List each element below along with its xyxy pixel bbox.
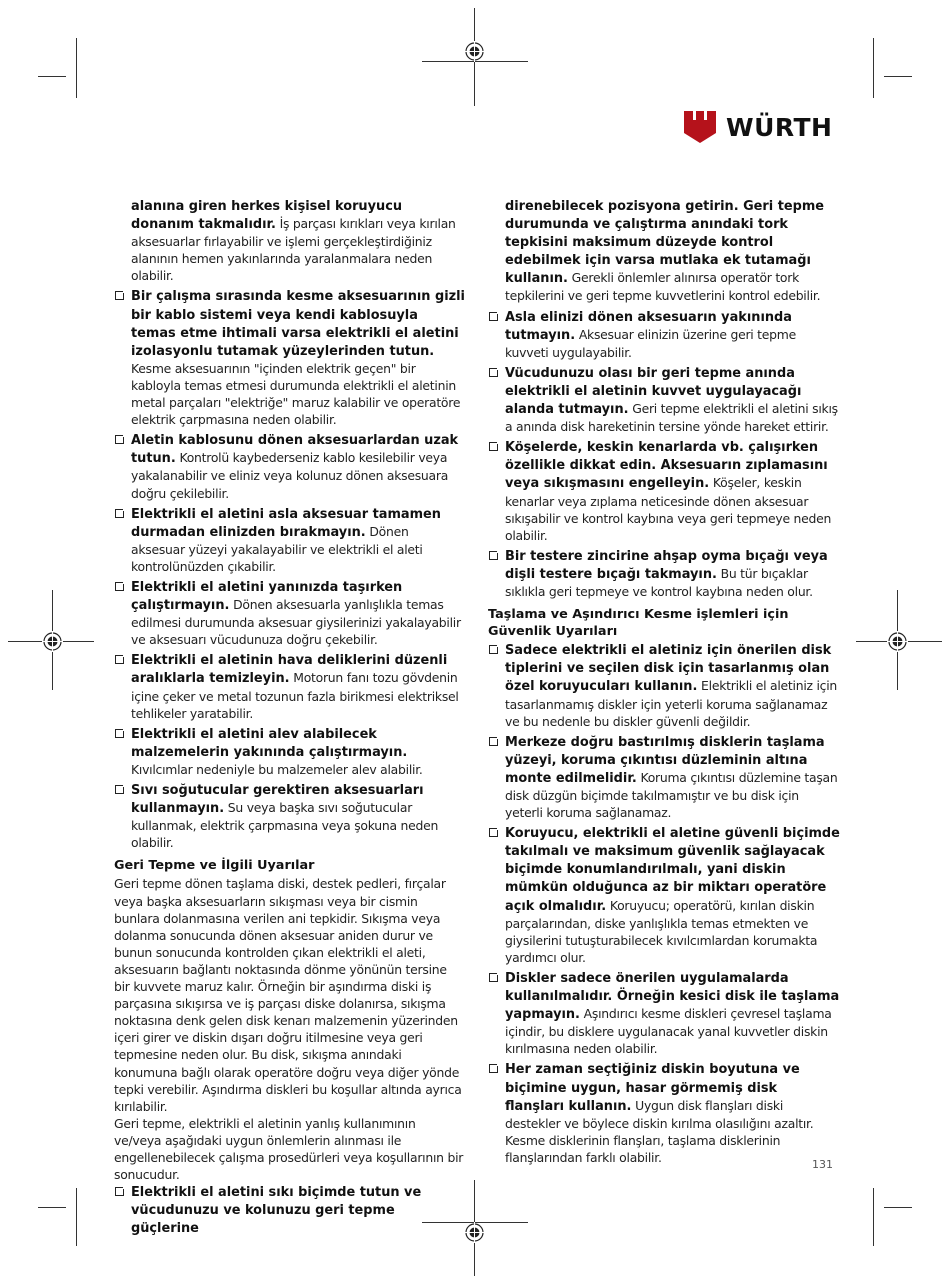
item-bold-text: Vücudunuzu olası bir geri tepme anında elektrikli el aletinin kuvvet uygulayacağı alanda tutmayın. [505,365,802,418]
item-text: Koruma çıkıntısı düzlemine taşan disk düzgün biçimde takılmamıştır ve bu disk için yeterli koruma sağlanamaz. [505,769,838,821]
left-column [114,197,466,1240]
item-bold-text: Elektrikli el aletini asla aksesuar tamamen durmadan elinizden bırakmayın. [131,506,441,540]
list-item [114,1183,466,1237]
list-item [488,364,840,435]
item-bold-text: Diskler sadece önerilen uygulamalarda kullanılmalıdır. Örneğin kesici disk ile taşlama yapmayın. [505,970,840,1023]
checkbox-bullet-icon [489,1064,498,1073]
item-text: Elektrikli el aletiniz için tasarlanmamış diskler için yeterli koruma sağlanamaz ve bu nedenle bu diskler güvenli değildir. [505,678,838,729]
item-bold-text: Sıvı soğutucular gerektiren aksesuarları kullanmayın. [131,783,424,817]
item-bold-text: Her zaman seçtiğiniz diskin boyutuna ve biçimine uygun, hasar görmemiş disk flanşları kullanın. [505,1062,800,1114]
list-item [114,505,466,575]
checkbox-bullet-icon [115,785,124,794]
list-item [488,308,840,361]
checkbox-bullet-icon [115,435,124,444]
checkbox-bullet-icon [489,551,498,560]
page-number: 131 [812,1158,833,1171]
crop-mark [38,1207,66,1208]
item-bold-text: Merkeze doğru bastırılmış disklerin taşlama yüzeyi, koruma çıkıntısı düzleminin altına monte edilmelidir. [505,734,825,786]
crop-mark [873,38,874,98]
list-item [488,969,840,1057]
item-text: Geri tepme elektrikli el aletini sıkış a anında disk hareketinin tersine yönde hareket ettirir. [505,401,838,435]
item-text: İş parçası kırıkları veya kırılan aksesuarlar fırlayabilir ve işlemi gerçekleştirdiğiniz alanının hemen yakınlarında yaralanmalara neden olabilir. [131,216,456,284]
item-bold-text: alanına giren herkes kişisel koruyucu donanım takmalıdır. [131,199,403,233]
item-text: Bu tür bıçaklar sıklıkla geri tepmeye ve kontrol kaybına neden olur. [505,565,813,599]
checkbox-bullet-icon [489,312,498,321]
item-bold-text: Elektrikli el aletini alev alabilecek malzemelerin yakınında çalıştırmayın. [131,726,408,760]
crop-mark [76,38,77,98]
item-bold-text: Aletin kablosunu dönen aksesuarlardan uzak tutun. [131,433,459,467]
checkbox-bullet-icon [115,509,124,518]
checkbox-bullet-icon [115,655,124,664]
brand-name: WÜRTH [726,112,833,142]
list-item [488,824,840,966]
section-heading: Geri Tepme ve İlgili Uyarılar [114,858,315,874]
checkbox-bullet-icon [489,645,498,654]
item-bold-text: Koruyucu, elektrikli el aletine güvenli biçimde takılmalı ve maksimum güvenlik sağlayacak biçimde konumlandırılmalı, yani diskin mümkün olduğunca az bir miktarı operatöre açık olmalıdır. [505,826,840,914]
item-text: Köşeler, keskin kenarlar veya zıplama neticesinde dönen aksesuar sıkışabilir ve kontrol kaybına veya geri tepmeye neden olabilir. [505,475,832,543]
paragraph: Geri tepme, elektrikli el aletinin yanlış kullanımının ve/veya aşağıdaki uygun önlemlerin alınması ile engellenebilecek çalışma prosedürleri veya koşullarının bir sonucudur. [114,1115,464,1183]
list-item [488,641,840,729]
list-item [114,287,466,428]
item-text: Kesme aksesuarının "içinden elektrik geçen" bir kabloyla temas etmesi durumunda elektrikli el aletinin metal parçaları "elektriğe" maruz kalabilir ve operatöre elektrik çarpmasına neden olabilir. [131,360,461,428]
right-column [488,197,840,1169]
checkbox-bullet-icon [115,1187,124,1196]
crop-mark [76,1188,77,1246]
crop-mark [884,76,912,77]
item-text: Su veya başka sıvı soğutucular kullanmak, elektrik çarpmasına veya şokuna neden olabilir. [131,800,439,851]
crop-mark [38,76,66,77]
checkbox-bullet-icon [489,368,498,377]
list-item [114,781,466,851]
item-bold-text: Bir testere zincirine ahşap oyma bıçağı veya dişli testere bıçağı takmayın. [505,548,828,582]
wurth-logo-icon [684,111,716,143]
section-heading: Taşlama ve Aşındırıcı Kesme işlemleri için Güvenlik Uyarıları [488,607,789,640]
item-bold-text: Sadece elektrikli el aletiniz için önerilen disk tiplerini ve seçilen disk için tasarlanmış olan özel koruyucuları kullanın. [505,643,832,695]
list-item [114,578,466,648]
list-item [114,431,466,501]
checkbox-bullet-icon [115,291,124,300]
item-text: Aksesuar elinizin üzerine geri tepme kuvveti uygulayabilir. [505,326,796,360]
list-item-continued [114,197,466,284]
list-item [488,1060,840,1166]
checkbox-bullet-icon [115,729,124,738]
item-text: Kıvılcımlar nedeniyle bu malzemeler alev alabilir. [131,761,423,777]
checkbox-bullet-icon [489,442,498,451]
item-text: Dönen aksesuarla yanlışlıkla temas edilmesi durumunda aksesuar giysilerinizi yakalayabilir ve aksesuarı vücudunuza doğru çekebilir. [131,597,461,648]
item-bold-text: Elektrikli el aletini sıkı biçimde tutun ve vücudunuzu ve kolunuzu geri tepme güçlerine [131,1185,422,1237]
list-item [114,651,466,721]
list-item [488,438,840,544]
item-bold-text: Elektrikli el aletinin hava deliklerini düzenli aralıklarla temizleyin. [131,653,448,687]
checkbox-bullet-icon [115,582,124,591]
list-item [114,725,466,778]
paragraph: Geri tepme dönen taşlama diski, destek pedleri, fırçalar veya başka aksesuarların sıkışması veya bir cismin bunlara dolanmasına verilen ani tepkidir. Sıkışma veya dolanma sonucunda dönen aksesuar aniden durur ve bunun sonucunda kontrolden çıkan elektrikli el aleti, aksesuarın bağlantı noktasında dönme yönünün tersine bir kuvvete maruz kalır. Örneğin bir aşındırma diski iş parçasına sıkışırsa ve iş parçası diske dolanırsa, sıkışma noktasına denk gelen disk kenarı malzemenin yüzerinden içeri girer ve diskin dışarı doğru itilmesine veya geri tepmesine neden olur. Bu disk, sıkışma anındaki konumuna bağlı olarak operatöre doğru veya diğer yönde tepki verebilir. Aşındırma diskleri bu koşullar altında ayrıca kırılabilir. [114,876,462,1114]
item-text: Koruyucu; operatörü, kırılan diskin parçalarından, diske yanlışlıkla temas etmekten ve giysilerini tutuşturabilecek kıvılcımlardan korumakta yardımcı olur. [505,897,818,965]
item-text: Motorun fanı tozu gövdenin içine çeker ve metal tozunun fazla birikmesi elektriksel tehlikeler yaratabilir. [131,670,459,721]
item-text: Aşındırıcı kesme diskleri çevresel taşlama içindir, bu disklere uygulanacak yanal kuvvetler diskin kırılmasına neden olabilir. [505,1006,832,1057]
item-text: Uygun disk flanşları diski destekler ve böylece diskin kırılma olasılığını azaltır. Kesme disklerinin flanşları, taşlama disklerinin flanşlarından farklı olabilir. [505,1097,814,1165]
registration-mark-icon [464,1222,485,1243]
checkbox-bullet-icon [489,973,498,982]
crop-mark [873,1188,874,1246]
list-item-continued [488,197,840,305]
list-item [488,547,840,600]
item-text: Gerekli önlemler alınırsa operatör tork tepkilerini ve geri tepme kuvvetlerini kontrol edebilir. [505,270,821,304]
item-bold-text: Elektrikli el aletini yanınızda taşırken çalıştırmayın. [131,579,403,614]
registration-mark-icon [42,631,63,652]
registration-mark-icon [464,41,485,62]
item-bold-text: Köşelerde, keskin kenarlarda vb. çalışırken özellikle dikkat edin. Aksesuarın zıplamasını veya sıkışmasını engelleyin. [505,440,828,492]
item-bold-text: Bir çalışma sırasında kesme aksesuarının gizli bir kablo sistemi veya kendi kablosuyla temas etme ihtimali varsa elektrikli el aletini izolasyonlu tutamak yüzeylerinden tutun. [131,289,465,359]
checkbox-bullet-icon [489,737,498,746]
crop-mark [884,1207,912,1208]
item-text: Dönen aksesuar yüzeyi yakalayabilir ve elektrikli el aleti kontrolünüzden çıkabilir. [131,523,423,574]
item-text: Kontrolü kaybederseniz kablo kesilebilir veya yakalanabilir ve eliniz veya kolunuz dönen aksesuara doğru çekilebilir. [131,450,449,501]
checkbox-bullet-icon [489,828,498,837]
wurth-logo [684,111,832,143]
registration-mark-icon [887,631,908,652]
item-bold-text: direnebilecek pozisyona getirin. Geri tepme durumunda ve çalıştırma anındaki tork tepkisini maksimum düzeyde kontrol edebilmek için varsa mutlaka ek tutamağı kullanın. [505,199,824,287]
item-bold-text: Asla elinizi dönen aksesuarın yakınında tutmayın. [505,309,792,343]
list-item [488,733,840,821]
